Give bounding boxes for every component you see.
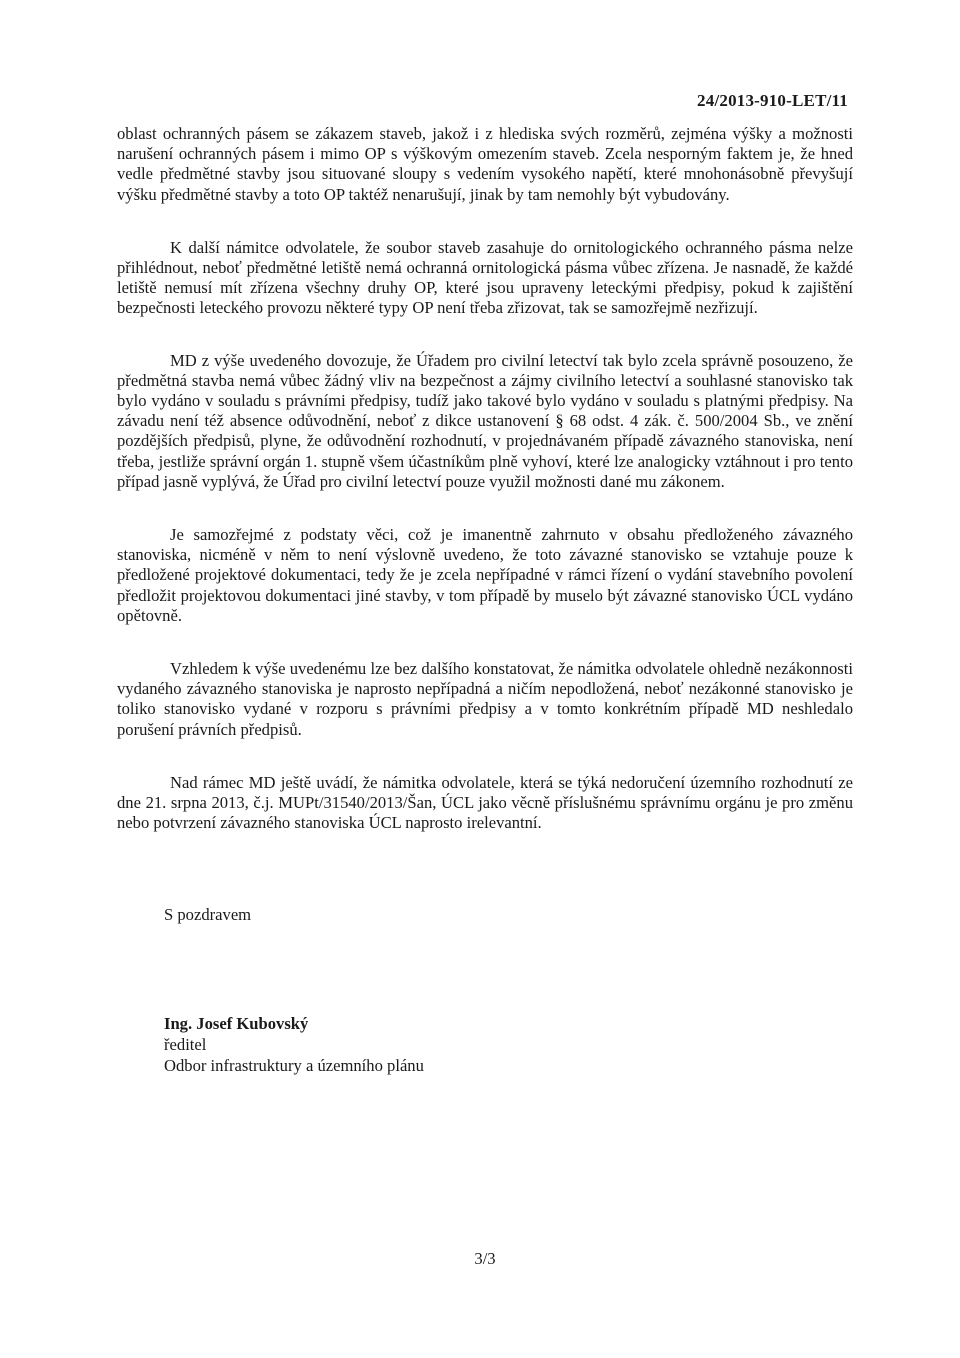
paragraph-podstata-veci: Je samozřejmé z podstaty věci, což je imanentně zahrnuto v obsahu předloženého závazného stanoviska, nicméně v něm to není výslovně uvedeno, že toto závazné stanovisko se vztahuje pouze k předložené projektové dokumentaci, tedy že je zcela nepřípadné v rámci řízení o vydání stavebního povolení předložit projektovou dokumentaci jiné stavby, v tom případě by muselo být závazné stanovisko ÚCL vydáno opětovně. [117,525,853,625]
closing-greeting: S pozdravem [164,905,252,924]
paragraph-vzhledem: Vzhledem k výše uvedenému lze bez dalšího konstatovat, že námitka odvolatele ohledně nezákonnosti vydaného závazného stanoviska je naprosto nepřípadná a ničím nepodložená, neboť nezákonné stanovisko je toliko stanovisko vydané v rozporu s právními předpisy a v tomto konkrétním případě MD neshledalo porušení právních předpisů. [117,659,853,739]
paragraph-nad-ramec: Nad rámec MD ještě uvádí, že námitka odvolatele, která se týká nedoručení územního rozhodnutí ze dne 21. srpna 2013, č.j. MUPt/31540/2013/Šan, ÚCL jako věcně příslušnému správnímu orgánu je pro změnu nebo potvrzení závazného stanoviska ÚCL naprosto irelevantní. [117,772,853,833]
paragraph-ochranna-pasma: oblast ochranných pásem se zákazem staveb, jakož i z hlediska svých rozměrů, zejména výšky a možnosti narušení ochranných pásem i mimo OP s výškovým omezením staveb. Zcela nesporným faktem je, že hned vedle předmětné stavby jsou situované sloupy s vedením vysokého napětí, které mnohonásobně převyšují výšku předmětné stavby a toto OP taktéž nenarušují, jinak by tam nemohly být vybudovány. [117,124,853,204]
paragraph-md-dovozuje: MD z výše uvedeného dovozuje, že Úřadem pro civilní letectví tak bylo zcela správně posouzeno, že předmětná stavba nemá vůbec žádný vliv na bezpečnost a zájmy civilního letectví a souhlasné stanovisko tak bylo vydáno v souladu s právními předpisy, tudíž jako takové bylo vydáno v souladu s platnými předpisy. Na závadu není též absence odůvodnění, neboť z dikce ustanovení § 68 odst. 4 zák. č. 500/2004 Sb., ve znění pozdějších předpisů, plyne, že odůvodnění rozhodnutí, v projednávaném případě závazného stanoviska, není třeba, jestliže správní orgán 1. stupně všem účastníkům plně vyhoví, které lze analogicky vztáhnout i pro tento případ jasně vyplývá, že Úřad pro civilní letectví pouze využil možnosti dané mu zákonem. [117,350,853,491]
signatory-title: ředitel [164,1035,207,1054]
signatory-name: Ing. Josef Kubovský [164,1014,309,1033]
signature-block [164,1013,424,1076]
signatory-department: Odbor infrastruktury a územního plánu [164,1056,424,1075]
paragraph-ornitologicke-pasmo: K další námitce odvolatele, že soubor staveb zasahuje do ornitologického ochranného pásma nelze přihlédnout, neboť předmětné letiště nemá ochranná ornitologická pásma vůbec zřízena. Je nasnadě, že každé letiště nemusí mít zřízena všechny druhy OP, které jsou upraveny leteckými předpisy, pokud k zajištění bezpečnosti leteckého provozu některé typy OP není třeba zřizovat, tak se samozřejmě nezřizují. [117,237,853,318]
reference-number: 24/2013-910-LET/11 [697,91,848,110]
letter-body [117,124,853,833]
page-number: 3/3 [474,1249,496,1268]
